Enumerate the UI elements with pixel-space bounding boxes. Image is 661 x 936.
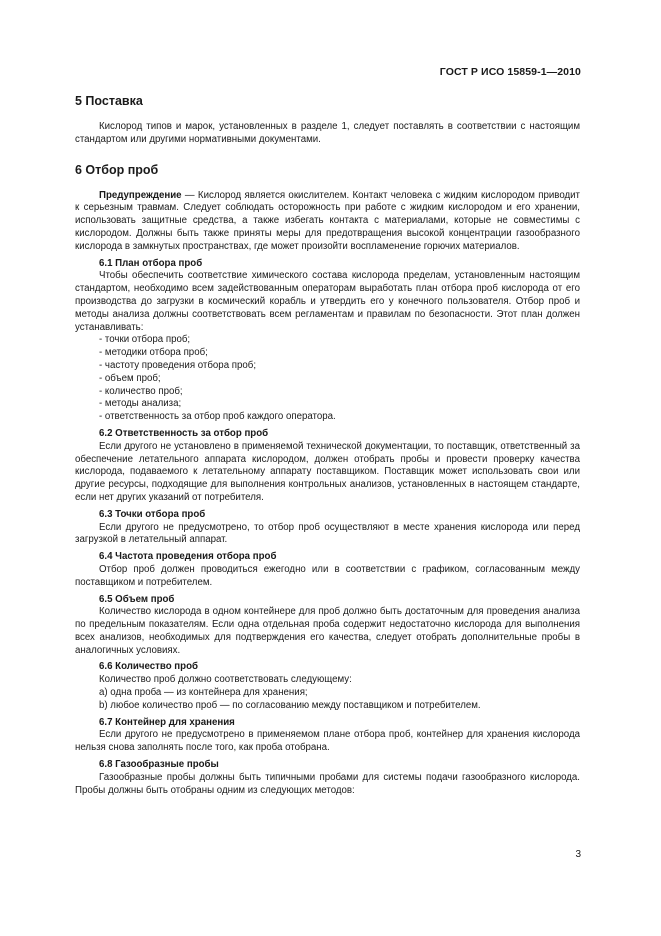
section-6-1-text: Чтобы обеспечить соответствие химического состава кислорода пределам, установленным настоящим стандартом, необходимо всем задействованным операторам выработать план отбора проб кислорода от его производства до загрузки в космический корабль и утвердить его у конечного пользователя. Отбор проб и методы анализа должны соответствовать всем регламентам и правилам по безопасности. Этот план должен устанавливать: [75, 270, 580, 333]
section-6-2-title: 6.2 Ответственность за отбор проб [99, 427, 269, 439]
list-item: - методики отбора проб; [99, 347, 208, 359]
list-item: a) одна проба — из контейнера для хранения; [99, 687, 308, 699]
section-5-text: Кислород типов и марок, установленных в разделе 1, следует поставлять в соответствии с настоящим стандартом или другими нормативными документами. [75, 121, 580, 145]
standard-header: ГОСТ Р ИСО 15859-1—2010 [439, 66, 581, 78]
list-item: b) любое количество проб — по согласованию между поставщиком и потребителем. [99, 699, 481, 711]
section-6-4-text: Отбор проб должен проводиться ежегодно или в соответствии с графиком, согласованным между поставщиком и потребителем. [75, 563, 580, 588]
section-6-7-title: 6.7 Контейнер для хранения [99, 716, 235, 728]
list-item: - частоту проведения отбора проб; [99, 359, 257, 371]
warning-paragraph [75, 190, 580, 254]
section-6-1-title: 6.1 План отбора проб [99, 257, 203, 269]
section-6-title: 6 Отбор проб [75, 162, 159, 177]
section-5-title: 5 Поставка [75, 94, 143, 108]
list-item: - методы анализа; [99, 398, 182, 410]
list-item: - объем проб; [99, 372, 161, 384]
warning-text: — Кислород является окислителем. Контакт человека с жидким кислородом приводит к серьезным травмам. Следует соблюдать осторожность при работе с жидким кислородом и его хранении, использовать защитные средства, а также избегать контакта с материалами, которые не совместимы с кислородом. Должны быть также приняты меры для предотвращения высокой концентрации газообразного кислорода в замкнутых пространствах, где может произойти воспламенение горючих материалов. [75, 189, 580, 252]
section-6-3-text: Если другого не предусмотрено, то отбор проб осуществляют в месте хранения кислорода или перед загрузкой в летательный аппарат. [75, 521, 580, 546]
section-6-3-title: 6.3 Точки отбора проб [99, 508, 206, 520]
section-6-4-title: 6.4 Частота проведения отбора проб [99, 551, 277, 563]
section-6-2-text: Если другого не установлено в применяемой технической документации, то поставщик, ответственный за обеспечение летательного аппарата кислородом, должен отобрать пробы и провести проверку качества кислорода, подаваемого к летательному аппарату поставщиком. Поставщик может использовать свои или другие ресурсы, подходящие для выполнения контрольных анализов, установленных в настоящем стандарте, если нет других указаний от потребителя. [75, 440, 580, 503]
sample-count-list [75, 687, 580, 713]
section-6-6-text: Количество проб должно соответствовать следующему: [99, 674, 352, 686]
warning-label: Предупреждение [99, 189, 182, 201]
section-6-7-text: Если другого не предусмотрено в применяемом плане отбора проб, контейнер для хранения кислорода нельзя снова заполнять после того, как проба отобрана. [75, 729, 580, 754]
sampling-plan-list [75, 334, 580, 424]
section-6-5-title: 6.5 Объем проб [99, 593, 175, 605]
section-6-6-title: 6.6 Количество проб [99, 661, 198, 673]
section-6-8-text: Газообразные пробы должны быть типичными пробами для системы подачи газообразного кислорода. Пробы должны быть отобраны одним из следующих методов: [75, 771, 580, 796]
list-item: - точки отбора проб; [99, 334, 191, 346]
section-6-8-title: 6.8 Газообразные пробы [99, 759, 219, 771]
page-number: 3 [575, 849, 581, 860]
list-item: - ответственность за отбор проб каждого оператора. [99, 411, 336, 423]
section-6-5-text: Количество кислорода в одном контейнере для проб должно быть достаточным для проведения анализа по предельным показателям. Если одна отдельная проба содержит недостаточно кислорода для выполнения всех анализов, необходимых для подтверждения его качества, следует отобрать дополнительные пробы в аналогичных условиях. [75, 606, 580, 656]
document-body [75, 90, 580, 797]
list-item: - количество проб; [99, 385, 183, 397]
